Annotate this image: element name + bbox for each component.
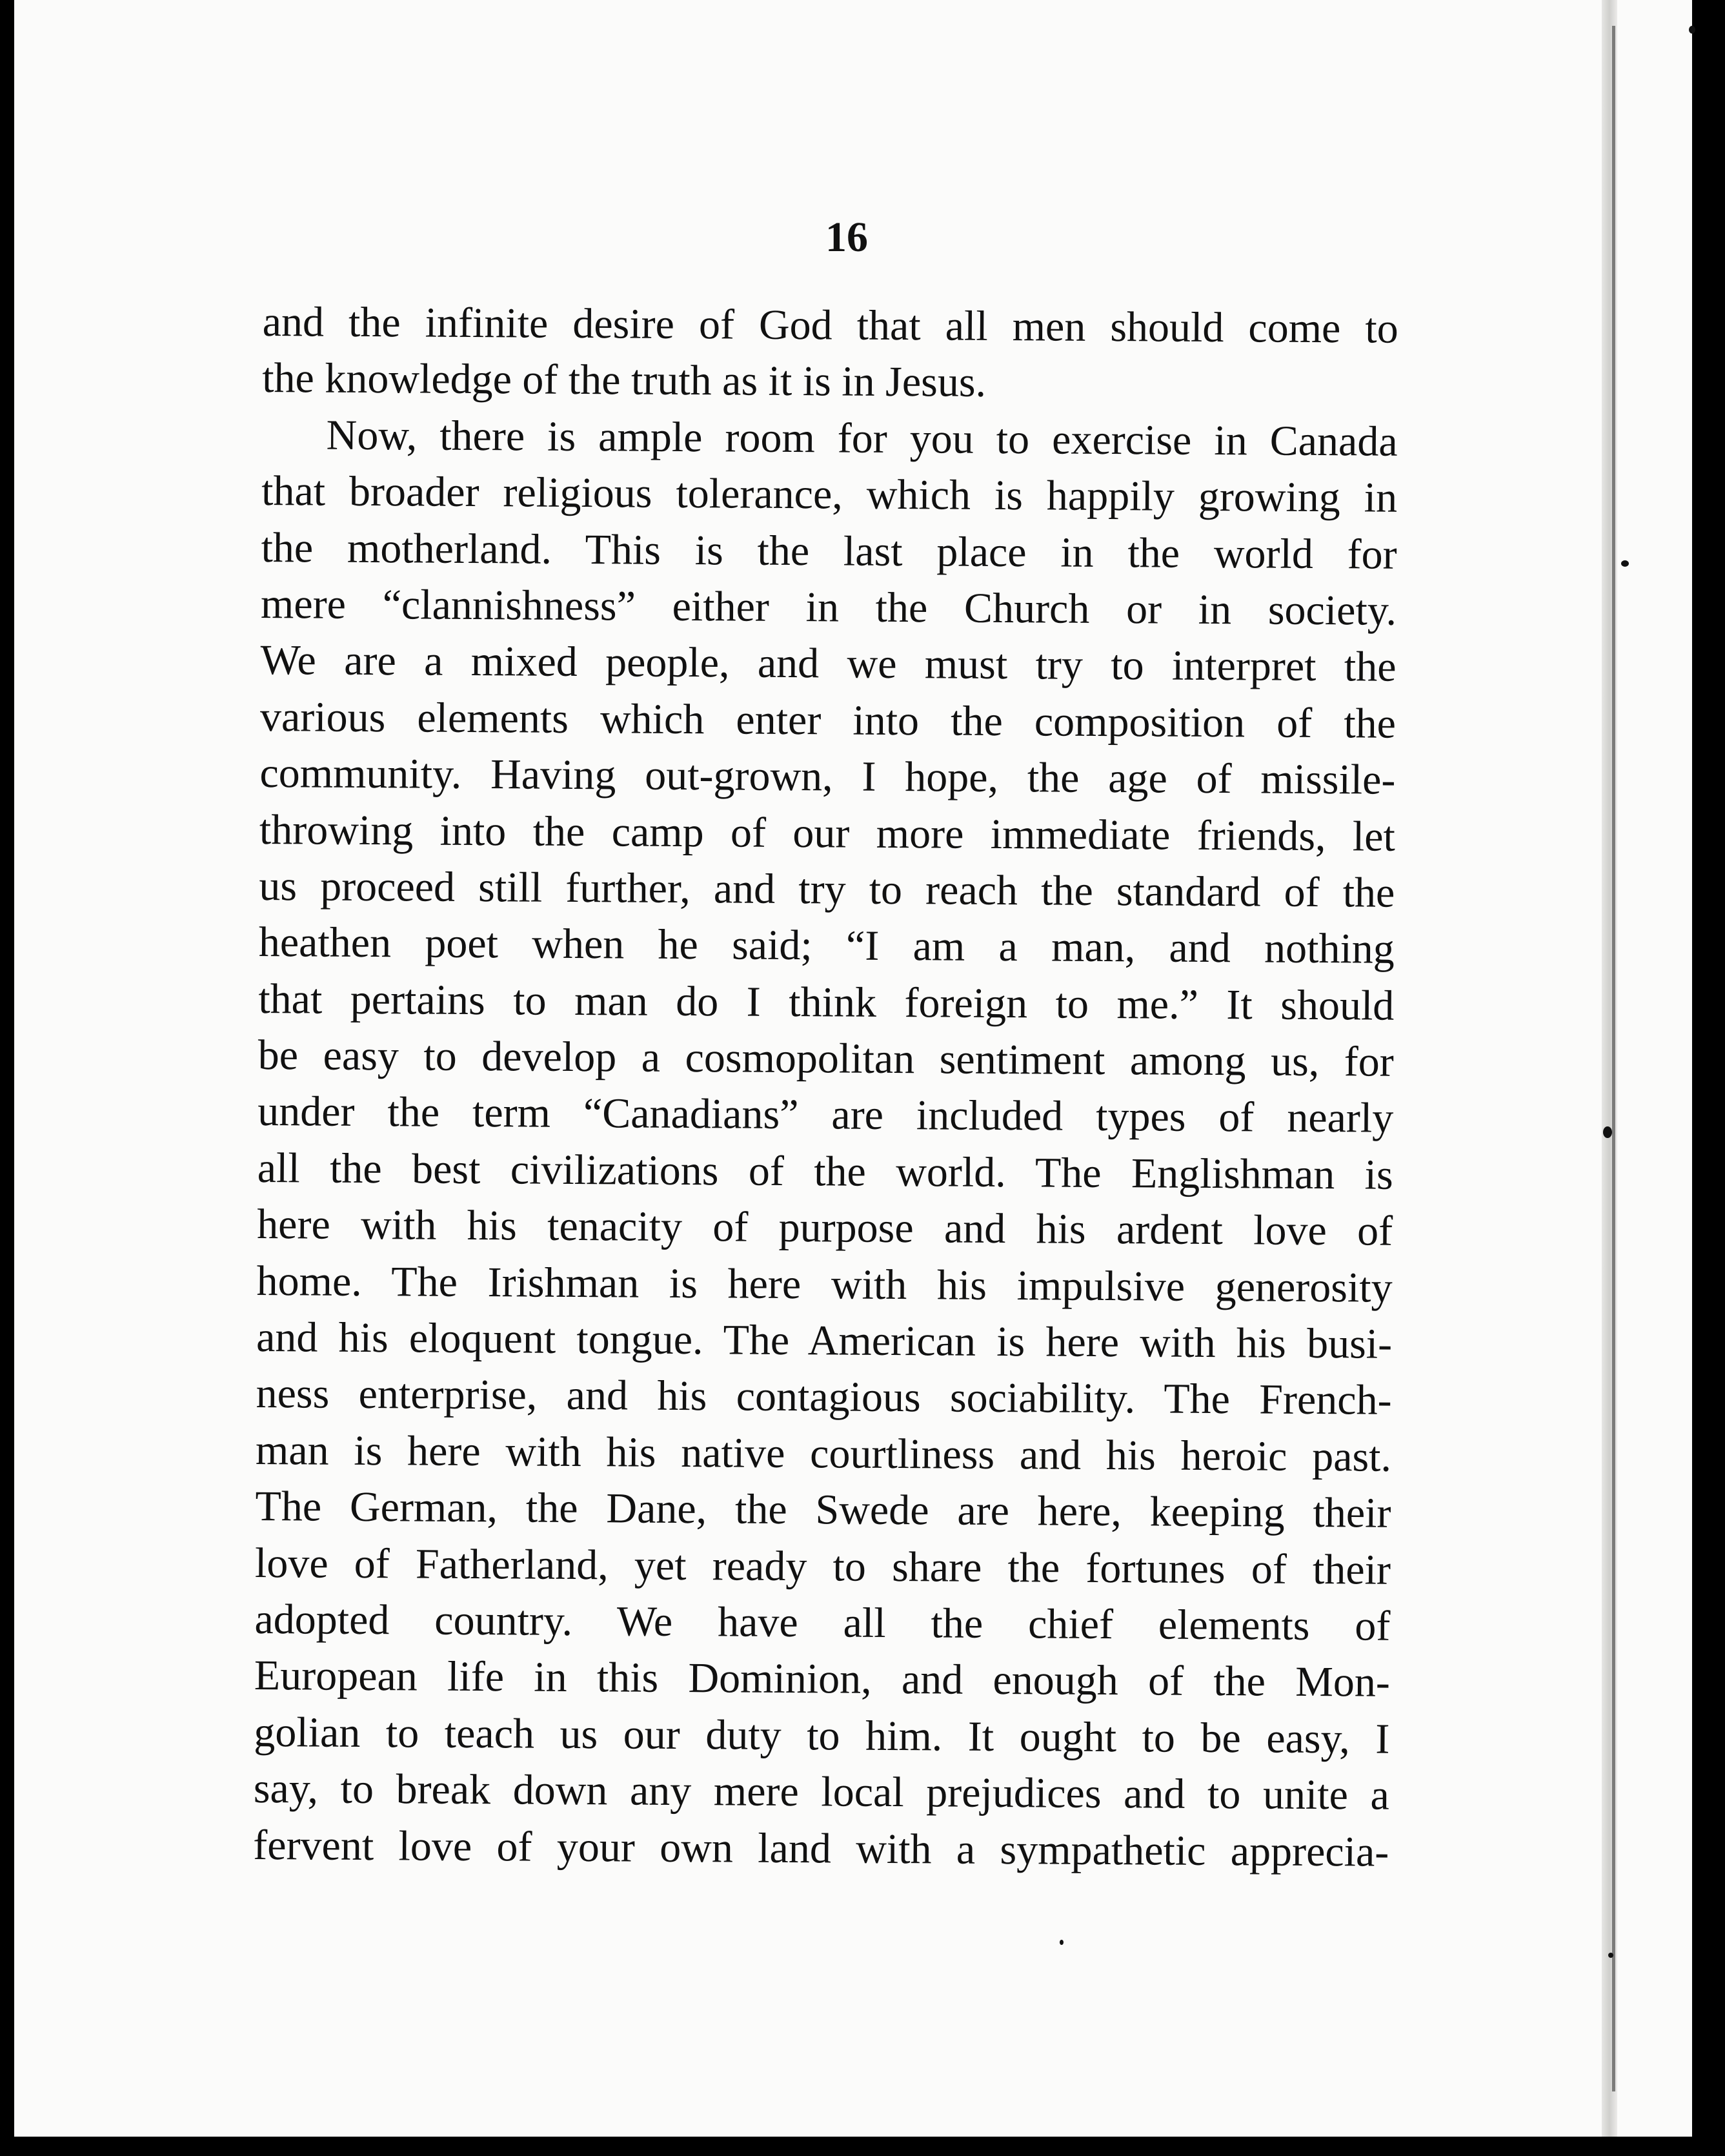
text-line: and his eloquent tongue. The American is here with his busi- <box>256 1314 1393 1368</box>
ink-speck <box>1060 1940 1064 1945</box>
text-line: mere “clannishness” either in the Church or in society. <box>260 580 1397 635</box>
ink-speck <box>1603 1126 1612 1138</box>
text-line: Now, there is ample room for you to exercise in Canada <box>326 411 1398 465</box>
gutter-line <box>1612 26 1615 2091</box>
text-line: European life in this Dominion, and enough of the Mon- <box>254 1652 1391 1707</box>
page-number: 16 <box>825 214 868 261</box>
text-line: be easy to develop a cosmopolitan sentiment among us, for <box>257 1032 1394 1086</box>
text-line: man is here with his native courtliness and his heroic past. <box>255 1426 1392 1481</box>
body-text <box>253 294 1398 1880</box>
page-sheet <box>14 0 1692 2137</box>
text-line: the knowledge of the truth as it is in Jesus. <box>261 354 987 407</box>
scan-bottom-edge <box>0 2137 1725 2156</box>
text-line: and the infinite desire of God that all men should come to <box>262 298 1398 352</box>
text-line: The German, the Dane, the Swede are here, keeping their <box>255 1483 1391 1537</box>
ink-speck <box>1689 26 1695 34</box>
text-line: various elements which enter into the composition of the <box>259 693 1397 747</box>
text-line: say, to break down any mere local prejudices and to unite a <box>253 1765 1390 1819</box>
text-line: ness enterprise, and his contagious sociability. The French- <box>256 1370 1392 1425</box>
text-line: the motherland. This is the last place in the world for <box>261 524 1397 578</box>
text-line: community. Having out-grown, I hope, the age of missile- <box>259 749 1396 804</box>
text-line: fervent love of your own land with a sympathetic apprecia- <box>253 1821 1389 1876</box>
text-line: heathen poet when he said; “I am a man, and nothing <box>258 919 1395 973</box>
text-line: under the term “Canadians” are included types of nearly <box>257 1088 1394 1143</box>
text-line: us proceed still further, and try to reach the standard of the <box>259 862 1395 917</box>
text-line: here with his tenacity of purpose and his ardent love of <box>256 1201 1393 1255</box>
text-line: all the best civilizations of the world. The Englishman is <box>257 1144 1393 1199</box>
text-line: love of Fatherland, yet ready to share the fortunes of their <box>254 1539 1391 1594</box>
text-line: adopted country. We have all the chief elements of <box>254 1595 1391 1650</box>
text-line: that pertains to man do I think foreign to me.” It should <box>258 975 1395 1030</box>
text-line: home. The Irishman is here with his impulsive generosity <box>256 1257 1393 1312</box>
text-line: golian to teach us our duty to him. It ought to be easy, I <box>254 1708 1390 1763</box>
text-line: throwing into the camp of our more immediate friends, let <box>259 806 1396 860</box>
ink-speck <box>1621 560 1629 567</box>
text-line: that broader religious tolerance, which is happily growing in <box>261 467 1398 522</box>
ink-speck <box>1608 1953 1613 1958</box>
text-line: We are a mixed people, and we must try to interpret the <box>260 636 1397 691</box>
